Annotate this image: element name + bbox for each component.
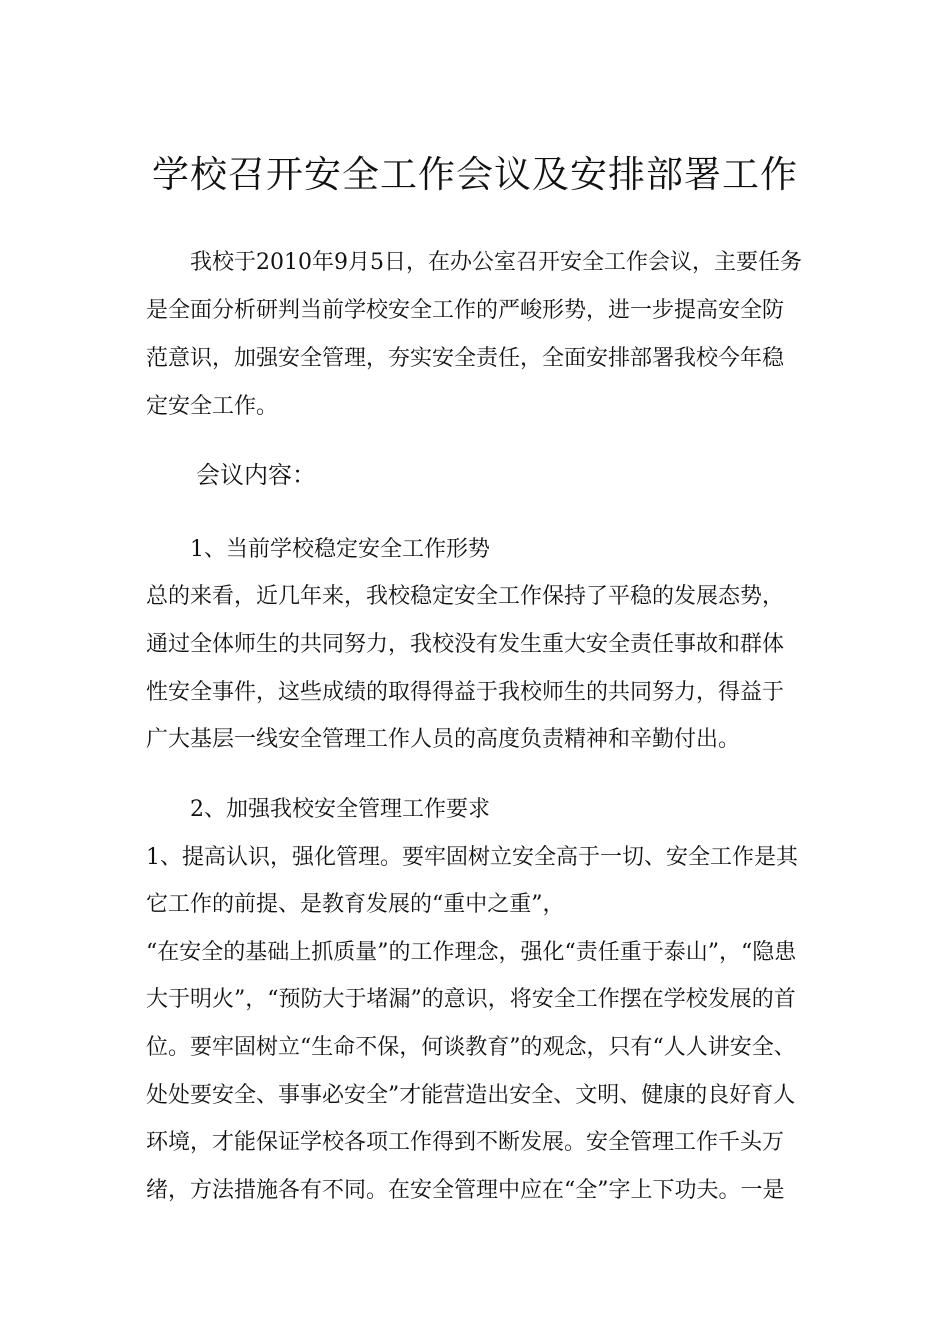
section2-line-2: 它工作的前提、是教育发展的“重中之重”， [146,892,565,917]
section2-line-1: 1、提高认识，强化管理。要牢固树立安全高于一切、安全工作是其 [146,845,798,870]
document-title: 学校召开安全工作会议及安排部署工作 [152,153,798,196]
section1-line-2: 通过全体师生的共同努力，我校没有发生重大安全责任事故和群体 [146,632,785,657]
section2-line-5: 位。要牢固树立“生命不保，何谈教育”的观念，只有“人人讲安全、 [146,1035,796,1060]
intro-line-4: 定安全工作。 [146,394,279,419]
intro-line-3: 范意识，加强安全管理，夯实安全责任，全面安排部署我校今年稳 [146,346,785,371]
section2-line-3: “在安全的基础上抓质量”的工作理念，强化“责任重于泰山”，“隐患 [146,940,797,965]
section1-line-1: 总的来看，近几年来，我校稳定安全工作保持了平稳的发展态势， [146,584,785,609]
intro-line-2: 是全面分析研判当前学校安全工作的严峻形势，进一步提高安全防 [146,298,785,323]
section1-line-3: 性安全事件，这些成绩的取得得益于我校师生的共同努力，得益于 [146,680,785,705]
section2-line-4: 大于明火”，“预防大于堵漏”的意识，将安全工作摆在学校发展的首 [146,987,796,1012]
section1-line-4: 广大基层一线安全管理工作人员的高度负责精神和辛勤付出。 [146,727,741,752]
intro-line-1: 我校于2010年9月5日，在办公室召开安全工作会议，主要任务 [190,250,802,275]
section2-line-6: 处处要安全、事事必安全”才能营造出安全、文明、健康的良好育人 [146,1083,796,1108]
section2-heading: 2、加强我校安全管理工作要求 [190,797,490,822]
meeting-content-heading: 会议内容： [196,461,316,489]
section1-heading: 1、当前学校稳定安全工作形势 [190,537,490,562]
section2-line-7: 环境，才能保证学校各项工作得到不断发展。安全管理工作千头万 [146,1130,785,1155]
section2-line-8: 绪，方法措施各有不同。在安全管理中应在“全”字上下功夫。一是 [146,1178,785,1203]
